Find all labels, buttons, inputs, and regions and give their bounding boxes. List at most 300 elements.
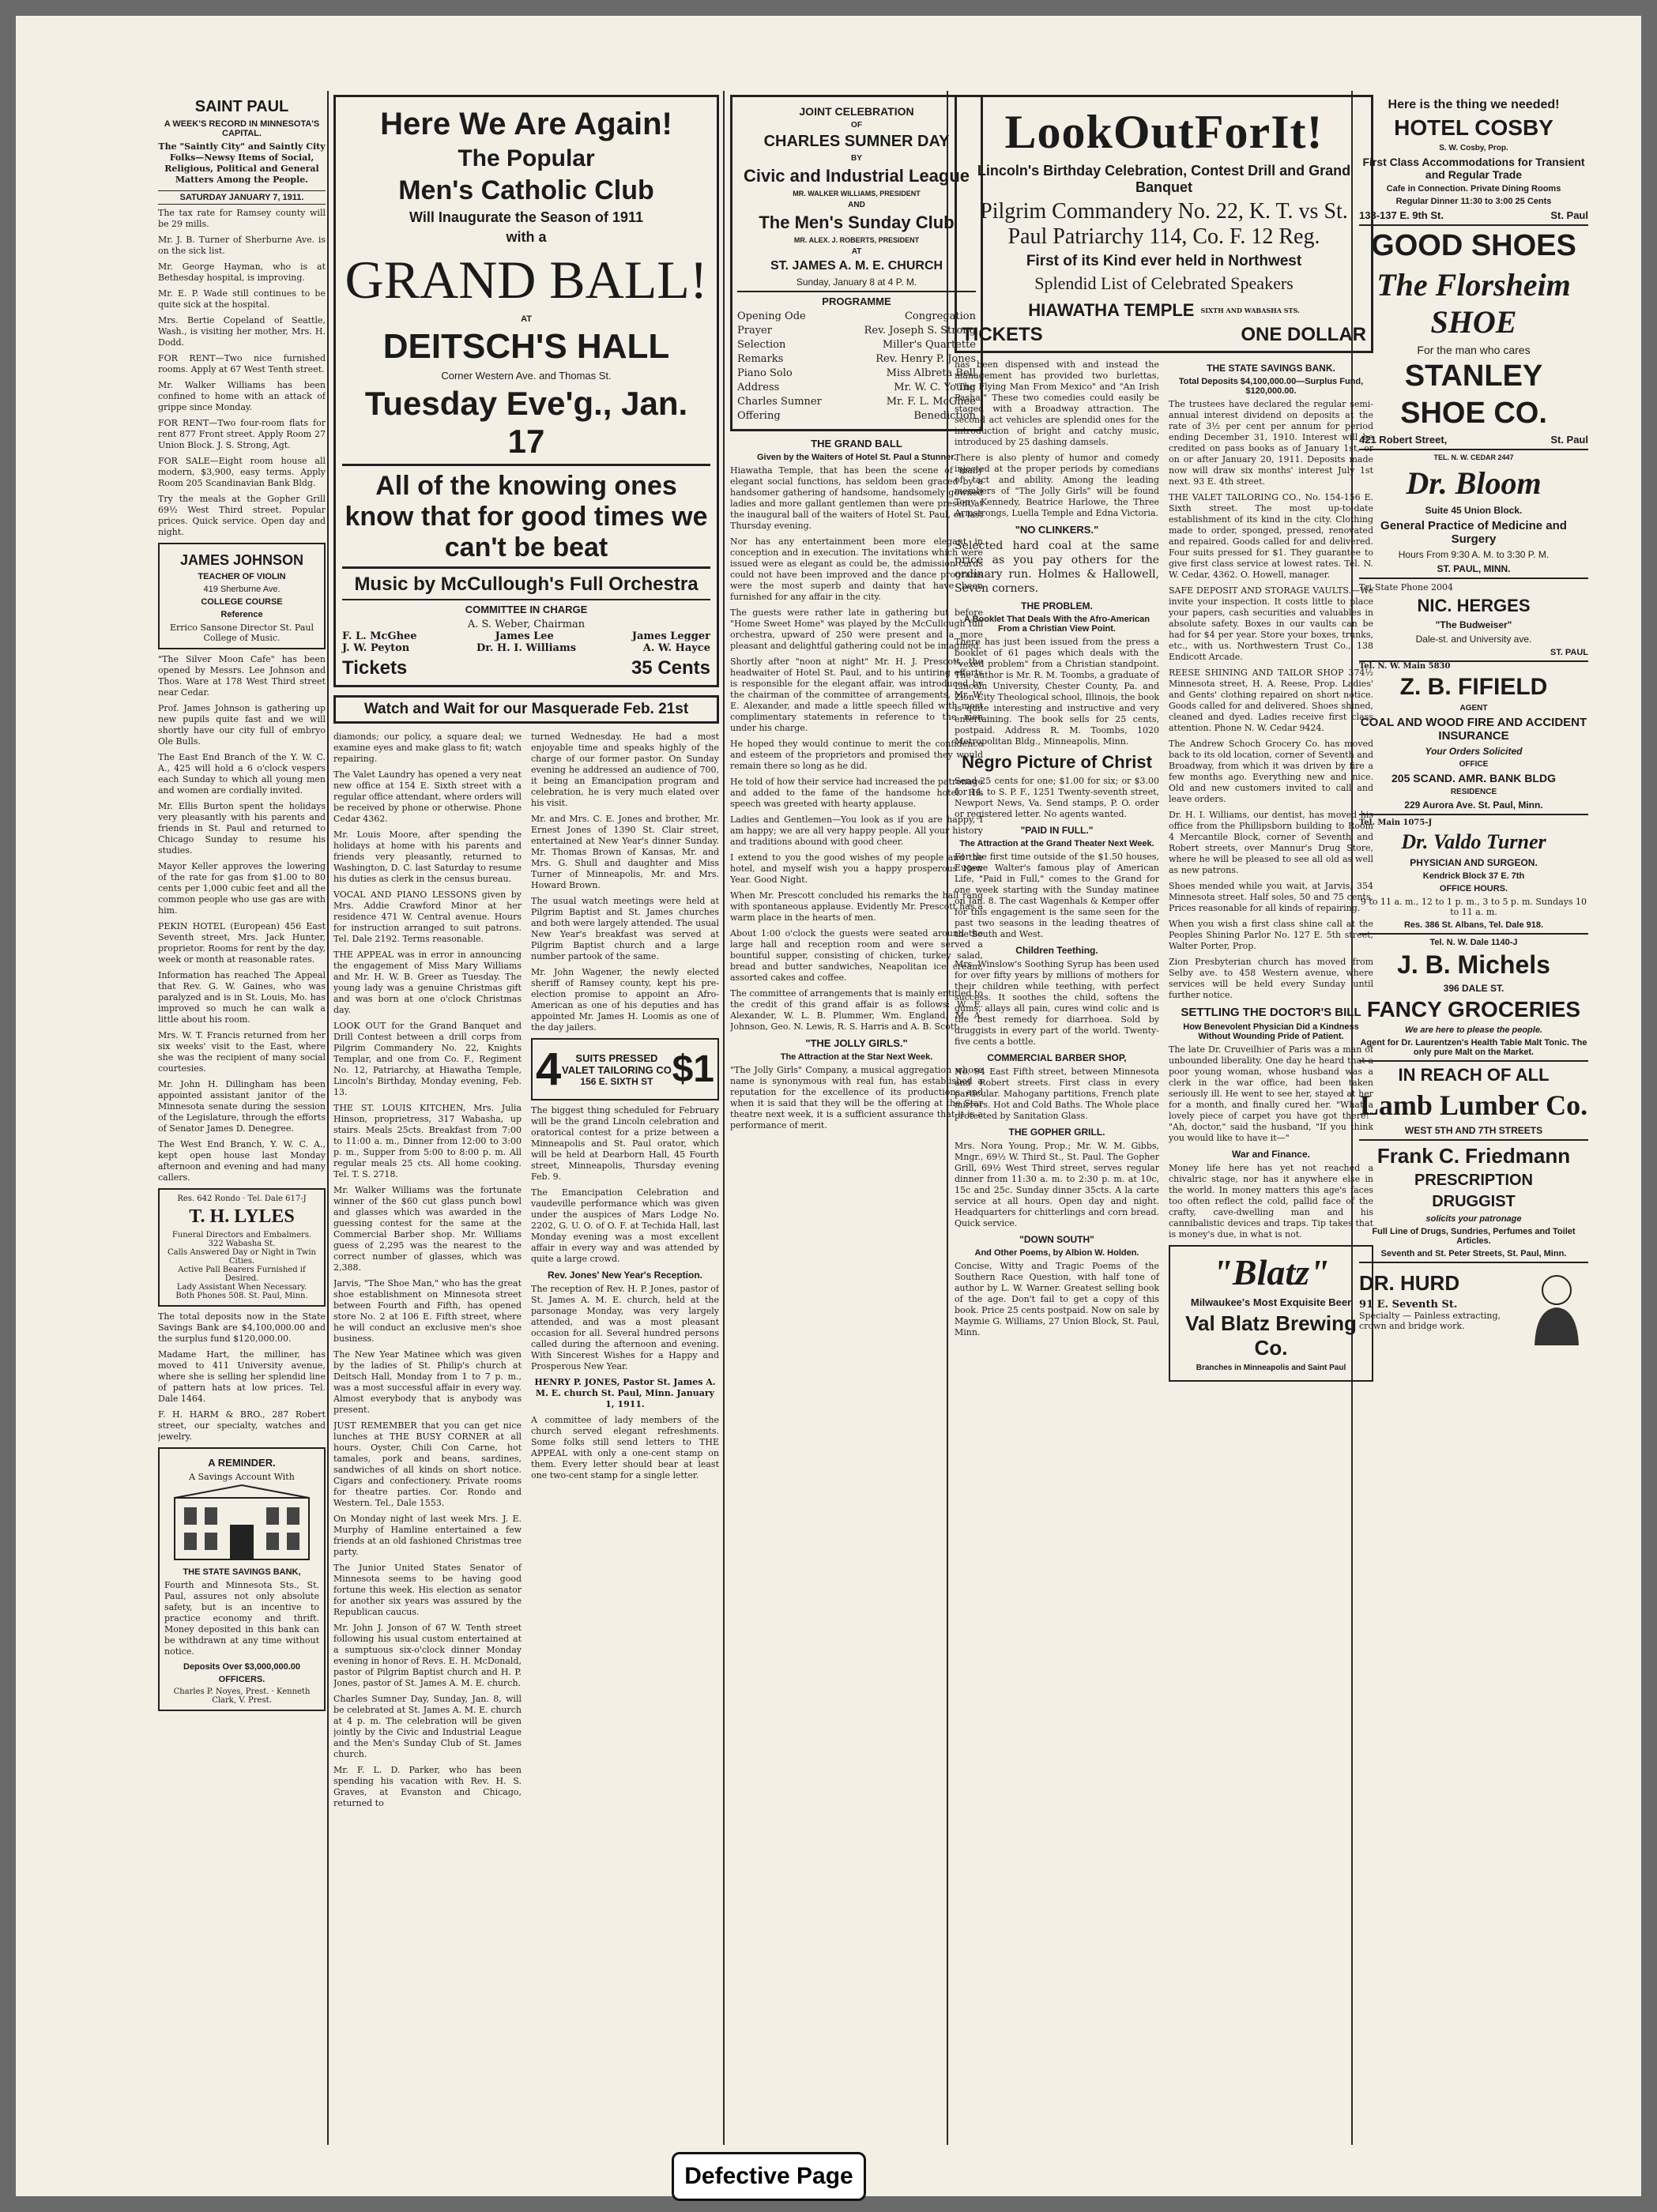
doctor-sub: How Benevolent Physician Did a Kindness Without Wounding Pride of Patient.	[1183, 1022, 1359, 1041]
news-item: REESE SHINING AND TAILOR SHOP 374½ Minnesota street, H. A. Reese, Prop. Ladies' and Gents' clothing repaired on short notice. Goods called for and delivered. Shoes shined, cleaned and dyed. Ladies receive first class attention. Phone N. W. Cedar 9424.	[1169, 668, 1373, 733]
children-head: Children Teething.	[1015, 945, 1098, 956]
bank-name: THE STATE SAVINGS BANK,	[183, 1567, 301, 1577]
undertaker-ad	[158, 1188, 326, 1307]
column-2-right	[531, 732, 719, 1814]
news-item: The usual watch meetings were held at Pilgrim Baptist and St. James churches and both were largely attended. The usual New Year's breakfast was served at Pilgrim Baptist church and a large number partook of the same.	[531, 896, 719, 961]
ad-with: with a	[506, 229, 547, 245]
news-item: F. H. HARM & BRO., 287 Robert street, our specialty, watches and jewelry.	[158, 1409, 326, 1442]
war-head: War and Finance.	[1232, 1149, 1310, 1160]
news-item: THE ST. LOUIS KITCHEN, Mrs. Julia Hinson, proprietress, 317 Wabasha, up stairs. Meals 25cts. Breakfast from 7:00 to 11:00 a. m., Dinner from 12:00 to 3:00 p. m., Supper from 5:00 to 8:00 p. m. All regular meals 25 cts. All home cooking. Tel. T. S. 2718.	[333, 1103, 522, 1179]
ad-at: AT	[851, 247, 862, 256]
column-4-text	[955, 359, 1373, 1386]
bloom-practice: General Practice of Medicine and Surgery	[1380, 519, 1567, 546]
news-item: Zion Presbyterian church has moved from Selby ave. to 458 Western avenue, where services will be held every Sunday until further notice.	[1169, 957, 1373, 1000]
valet-address: 156 E. SIXTH ST	[580, 1075, 653, 1087]
ad-club: The Men's Sunday Club	[759, 213, 955, 232]
bank-ad	[158, 1447, 326, 1711]
news-item: Try the meals at the Gopher Grill 69½ West Third street. Popular prices. Quick service. Open day and night.	[158, 494, 326, 537]
lamb-address: WEST 5TH AND 7TH STREETS	[1359, 1125, 1588, 1141]
undertaker-phones: Res. 642 Rondo · Tel. Dale 617-J	[177, 1194, 307, 1203]
hurd-text: Specialty — Painless extracting, crown and bridge work.	[1359, 1311, 1501, 1331]
blatz-branch: Branches in Minneapolis and Saint Paul	[1196, 1364, 1346, 1372]
fifield-name: Z. B. FIFIELD	[1399, 674, 1548, 700]
news-item: "The Silver Moon Cafe" has been opened by Messrs. Lee Johnson and Thos. Ware at 178 West Third street near Cedar.	[158, 654, 326, 698]
undertaker-line: Both Phones 508. St. Paul, Minn.	[175, 1292, 308, 1300]
news-item: Prof. James Johnson is gathering up new pupils quite fast and we will shortly have our city full of embryo Ole Bulls.	[158, 703, 326, 747]
news-item: VOCAL AND PIANO LESSONS given by Mrs. Addie Crawford Minor at her residence 471 W. Central avenue. Hours for instruction arranged to suit patrons. Tel. Dale 2192. Terms reasonable.	[333, 890, 522, 944]
friedmann-drugs: Full Line of Drugs, Sundries, Perfumes and Toilet Articles.	[1372, 1227, 1576, 1246]
problem-sub: A Booklet That Deals With the Afro-American From a Christian View Point.	[963, 615, 1150, 634]
news-item: The trustees have declared the regular semi-annual interest dividend on deposits at the rate of 3½ per cent per annum for period ending December 31, 1910. Interest will be credited on pass books as of January 1st, or on or after January 20, 1911. Deposits made now will draw six months' interest July 1st next. 93 E. 4th street.	[1169, 399, 1373, 487]
teacher-title: TEACHER OF VIOLIN	[198, 572, 286, 581]
program-row	[737, 396, 976, 408]
lookout-tickets-row	[962, 324, 1366, 346]
lookout-lincoln: Lincoln's Birthday Celebration, Contest Drill and Grand Banquet	[977, 163, 1351, 195]
fifield-coal: COAL AND WOOD FIRE AND ACCIDENT INSURANCE	[1360, 716, 1587, 743]
shoes-head: GOOD SHOES	[1371, 229, 1576, 262]
teacher-ad	[158, 543, 326, 649]
tickets-label: Tickets	[342, 657, 408, 679]
masquerade-notice: Watch and Wait for our Masquerade Feb. 21st	[333, 695, 719, 724]
programme-title: PROGRAMME	[737, 291, 976, 307]
news-item: Mr. Walker Williams was the fortunate winner of the $60 cut glass punch bowl and glasses which was awarded in the guessing contest for the same at the Commercial Barber shop. Mr. Williams guess of 2,295 was the nearest to the correct number of glasses, which was 2,388.	[333, 1185, 522, 1273]
bank-reminder: A REMINDER.	[208, 1457, 276, 1469]
program-performer: Congregation	[904, 310, 976, 322]
florsheim-logo: The Florsheim SHOE	[1376, 267, 1571, 340]
turner-address: Kendrick Block 37 E. 7th	[1422, 871, 1525, 881]
column-2	[333, 95, 719, 2141]
reception-text: The reception of Rev. H. P. Jones, pastor of St. James A. M. E. church, held at the parsonage Monday, was very largely attended, and was a most pleasant occasion for all. Several hundred persons called during the afternoon and evening. With Sincerest Wishes for a Happy and Prosperous New Year.	[531, 1284, 719, 1371]
news-item: diamonds; our policy, a square deal; we examine eyes and make glass to fit; watch repairing.	[333, 732, 522, 764]
bank-sub: A Savings Account With	[189, 1472, 295, 1482]
herges-name: NIC. HERGES	[1417, 596, 1531, 615]
news-item: Mayor Keller approves the lowering of the rate for gas from $1.00 to 80 cents per 1,000 cubic feet and all the common people who use gas are with him.	[158, 861, 326, 916]
valet-count: 4	[536, 1044, 562, 1095]
ad-slogan: All of the knowing ones know that for good times we can't be beat	[342, 464, 710, 563]
newspaper-page	[16, 16, 1641, 2196]
michels-tel: Tel. N. W. Dale 1140-J	[1429, 938, 1518, 947]
doctor-head: SETTLING THE DOCTOR'S BILL	[1181, 1006, 1361, 1019]
gopher-head: THE GOPHER GRILL.	[1008, 1127, 1105, 1138]
column-2-text	[333, 732, 719, 1814]
bank-text: Fourth and Minnesota Sts., St. Paul, assures not only absolute safety, but is an incentive to practice economy and thrift. Money deposited in this bank can be withdrawn at any time without notice.	[164, 1580, 319, 1657]
program-item: Remarks	[737, 353, 784, 365]
lookout-ad	[955, 95, 1373, 353]
paid-text: For the first time outside of the $1.50 houses, Eugene Walter's famous play of American Life, "Paid in Full," comes to the Grand for one week starting with the Sunday matinee on Jan. 8. The cast Wagenhals & Kemper offer for this engagement is the same seen for the past two seasons in the leading theatres of the South and West.	[955, 852, 1159, 939]
ad-sumner: CHARLES SUMNER DAY	[763, 133, 950, 150]
program-item: Prayer	[737, 325, 772, 337]
news-item: Mrs. Bertie Copeland of Seattle, Wash., is visiting her mother, Mrs. H. Dodd.	[158, 315, 326, 348]
turner-name: Dr. Valdo Turner	[1401, 830, 1546, 853]
lookout-first: First of its Kind ever held in Northwest	[1026, 253, 1302, 269]
news-item: A committee of lady members of the church served elegant refreshments. Some folks still send letters to THE APPEAL with only a one-cent stamp on them. Every letter should bear at least one two-cent stamp for a single letter.	[531, 1415, 719, 1480]
news-item: Mr. F. L. D. Parker, who has been spending his vacation with Rev. H. S. Graves, at Evanston and Chicago, returned to	[333, 1765, 522, 1808]
hotel-address: 133-137 E. 9th St.	[1359, 209, 1444, 221]
bloom-hours: Hours From 9:30 A. M. to 3:30 P. M.	[1398, 549, 1550, 560]
ad-league-pres: MR. WALKER WILLIAMS, PRESIDENT	[793, 190, 921, 198]
news-item: Ladies and Gentlemen—You look as if you are happy, I am happy; we are all very happy people. All your history and traditions abound with good cheer.	[730, 814, 983, 847]
hotel-dinner: Regular Dinner 11:30 to 3:00 25 Cents	[1395, 197, 1552, 206]
news-item: On Monday night of last week Mrs. J. E. Murphy of Hamline entertained a few friends at an old fashioned Christmas tree party.	[333, 1514, 522, 1557]
stanley-name: STANLEY	[1404, 359, 1543, 393]
ball-head: THE GRAND BALL	[811, 438, 902, 450]
program-item: Piano Solo	[737, 367, 793, 379]
ad-club: Men's Catholic Club	[398, 175, 654, 205]
ad-joint: JOINT CELEBRATION	[799, 105, 914, 118]
news-item: turned Wednesday. He had a most enjoyable time and speaks highly of the charge of our former pastor. On Sunday evening he addressed an audience of 700, it being an Emancipation program and celebration, he is very much elated over his visit.	[531, 732, 719, 808]
ad-popular: The Popular	[458, 145, 595, 171]
news-item: There is also plenty of humor and comedy injected at the proper periods by comedians of tact and ability. Among the leading members of "The Jolly Girls" will be found Tony Kennedy, Beatrice Harlowe, the Three Armstrongs, Luella Temple and Edna Victoria.	[955, 453, 1159, 518]
hurd-address: 91 E. Seventh St.	[1359, 1299, 1458, 1311]
committee-member: J. W. Peyton	[342, 642, 410, 654]
program-performer: Benediction	[913, 410, 976, 422]
news-item: The West End Branch, Y. W. C. A., kept open house last Monday afternoon and evening and had many callers.	[158, 1139, 326, 1183]
program-performer: Miller's Quartette	[882, 339, 976, 351]
ad-league: Civic and Industrial League	[743, 166, 970, 186]
program-row	[737, 310, 976, 322]
news-item: FOR SALE—Eight room house all modern, $3,900, easy terms. Apply Room 205 Scandinavian Bank Bldg.	[158, 456, 326, 488]
program-item: Offering	[737, 410, 781, 422]
hotel-city: St. Paul	[1550, 209, 1588, 221]
news-item: When Mr. Prescott concluded his remarks the hall rang with spontaneous applause. Evidently Mr. Prescott has a warm place in the hearts of men.	[730, 890, 983, 923]
fifield-address: 205 SCAND. AMR. BANK BLDG	[1392, 772, 1556, 784]
tickets-price: 35 Cents	[631, 657, 710, 679]
valet-text	[561, 1052, 672, 1087]
reference-label: Reference	[220, 610, 263, 619]
program-performer: Mr. W. C. Young	[894, 382, 976, 393]
news-item: Mr. Louis Moore, after spending the holidays at home with his parents and friends very pleasantly, returned to Washington, D. C. last Saturday to resume his duties as clerk in the census bureau.	[333, 830, 522, 884]
clinkers-text: Selected hard coal at the same price as you pay others for the ordinary run. Holmes & Hallowell, Seven corners.	[955, 540, 1159, 595]
michels-address: 396 DALE ST.	[1443, 983, 1504, 994]
news-item: Charles Sumner Day, Sunday, Jan. 8, will be celebrated at St. James A. M. E. church at 4 p. m. The celebration will be given jointly by the Civic and Industrial League and the Men's Sunday Club of St. James church.	[333, 1694, 522, 1759]
program-row	[737, 410, 976, 422]
down-sub: And Other Poems, by Albion W. Holden.	[974, 1248, 1139, 1258]
news-item: Shoes mended while you wait, at Jarvis, 354 Minnesota street. Half soles, 50 and 75 cents. Prices reasonable for all kinds of repairing.	[1169, 881, 1373, 913]
news-item: The tax rate for Ramsey county will be 29 mills.	[158, 208, 326, 229]
bloom-name: Dr. Bloom	[1406, 465, 1542, 501]
blatz-sub: Milwaukee's Most Exquisite Beer	[1190, 1296, 1352, 1308]
program-row	[737, 325, 976, 337]
stanley-address: 421 Robert Street,	[1359, 434, 1448, 446]
news-item: FOR RENT—Two nice furnished rooms. Apply at 67 West Tenth street.	[158, 353, 326, 374]
news-item: The Junior United States Senator of Minnesota seems to be having good fortune this week. His election as senator for another six years was assured by the Republican caucus.	[333, 1563, 522, 1617]
hotel-cafe: Cafe in Connection. Private Dining Rooms	[1386, 184, 1561, 194]
herges-sub: "The Budweiser"	[1435, 619, 1512, 630]
program-item: Charles Sumner	[737, 396, 822, 408]
ad-of: OF	[851, 121, 862, 130]
jolly-sub: The Attraction at the Star Next Week.	[780, 1052, 933, 1062]
florsheim-sub: For the man who cares	[1417, 344, 1531, 356]
program-row	[737, 367, 976, 379]
committee-member: James Lee	[495, 630, 554, 642]
committee-chairman: A. S. Weber, Chairman	[467, 619, 586, 630]
news-item: Mr. John H. Dillingham has been appointed assistant janitor of the Minnesota senate during the session of the Legislature, through the efforts of Senator James D. Denegree.	[158, 1079, 326, 1134]
news-item: About 1:00 o'clock the guests were seated around the large hall and reception room and were served a bountiful supper, consisting of chicken, turkey salad, bread and butter sandwiches, Neapolitan ice cream, assorted cakes and coffee.	[730, 928, 983, 983]
fifield-tel: Tel. N. W. Main 5830	[1359, 662, 1451, 671]
fifield-res: RESIDENCE	[1450, 788, 1497, 796]
blatz-ad	[1169, 1245, 1373, 1382]
news-item: THE APPEAL was in error in announcing the engagement of Miss Mary Williams and Mr. H. W. B. Greer as Tuesday. The young lady was a genuine Christmas gift and was born at one o'clock Christmas day.	[333, 950, 522, 1015]
bank-officers: OFFICERS.	[218, 1675, 265, 1684]
ad-headline: Here We Are Again!	[380, 107, 672, 141]
news-item: The East End Branch of the Y. W. C. A., 425 will hold a 6 o'clock vespers each Sunday to which all young men and women are cordially invited.	[158, 752, 326, 796]
teacher-address: 419 Sherburne Ave.	[203, 585, 281, 594]
news-item: FOR RENT—Two four-room flats for rent 877 Front street. Apply Room 27 Union Block. J. S. Strong, Agt.	[158, 418, 326, 450]
program-item: Selection	[737, 339, 786, 351]
undertaker-name: T. H. LYLES	[189, 1206, 295, 1227]
jolly-text: "The Jolly Girls" Company, a musical aggregation whose name is synonymous with real fun, has established a reputation for the excellence of its productions and when it is said that they will be the offering at the Star theatre next week, it is a sufficient assurance that it is a performance of merit.	[730, 1065, 983, 1130]
reception-head: Rev. Jones' New Year's Reception.	[547, 1270, 702, 1281]
blatz-logo: "Blatz"	[1212, 1252, 1330, 1292]
barber-head: COMMERCIAL BARBER SHOP,	[987, 1052, 1127, 1063]
news-item: Mr. Ellis Burton spent the holidays very pleasantly with his parents and friends in St. Paul and returned to Chicago Sunday to resume his studies.	[158, 801, 326, 856]
undertaker-line: Funeral Directors and Embalmers.	[171, 1231, 312, 1240]
news-item: The committee of arrangements that is mainly entitled to the credit of this grand affair is as follows: W. E. Alexander, W. L. B. Plummer, Wm. England, M. A. Johnson, Geo. N. Lewis, R. S. Harris and A. B. Scott.	[730, 988, 983, 1032]
ad-date: Tuesday Eve'g., Jan. 17	[364, 385, 688, 460]
michels-name: J. B. Michels	[1397, 950, 1550, 979]
news-item: He told of how their service had increased the patronage and added to the fame of the handsome hotel. His speech was greeted with hearty applause.	[730, 777, 983, 809]
turner-res: Res. 386 St. Albans, Tel. Dale 918.	[1359, 920, 1588, 935]
undertaker-line: Active Pall Bearers Furnished if Desired.	[178, 1266, 306, 1283]
friedmann-solicits: solicits your patronage	[1425, 1214, 1522, 1224]
ad-grand-ball: GRAND BALL!	[345, 250, 708, 310]
ad-church: ST. JAMES A. M. E. CHURCH	[770, 259, 943, 273]
herges-city: ST. PAUL	[1359, 648, 1588, 662]
news-item: Mr. George Hayman, who is at Bethesday hospital, is improving.	[158, 261, 326, 283]
lookout-speakers: Splendid List of Celebrated Speakers	[1034, 273, 1294, 293]
fifield-res-address: 229 Aurora Ave. St. Paul, Minn.	[1359, 799, 1588, 815]
friedmann-address: Seventh and St. Peter Streets, St. Paul, Minn.	[1359, 1249, 1588, 1263]
lookout-tickets: TICKETS	[962, 324, 1043, 345]
bank-officer-names: Charles P. Noyes, Prest. · Kenneth Clark, V. Prest.	[173, 1687, 311, 1705]
news-item: The biggest thing scheduled for February will be the grand Lincoln celebration and oratorical contest for a prize between a Minneapolis and St. Paul orator, which will be held at Dearborn Hall, 45 Fourth street, Minneapolis, Thursday evening Feb. 9.	[531, 1105, 719, 1182]
turner-hours-text: 9 to 11 a. m., 12 to 1 p. m., 3 to 5 p. m. Sundays 10 to 11 a. m.	[1360, 897, 1587, 917]
bloom-tel: TEL. N. W. CEDAR 2447	[1433, 453, 1514, 461]
tickets-row	[342, 657, 710, 679]
news-item: Nor has any entertainment been more elegant in conception and in execution. The invitations which were issued were as elegant as could be, the admission cards could not have been improved and the dance programs were the most superb and dainty that have been furnished for any affair in the city.	[730, 536, 983, 602]
war-text: Money life here has yet not reached a chivalric stage, nor has it anywhere else in the world. In money matters this age's faces too often reflect the cold, pallid face of the crafty, cave-dwelling man and his cannibalistic devices and traps. Tip takes that is money's due, in what is not.	[1169, 1163, 1373, 1240]
program-row	[737, 353, 976, 365]
fifield-agent: AGENT	[1459, 704, 1488, 713]
news-item: The Emancipation Celebration and vaudeville performance which was given under the auspices of Mars Lodge No. 2202, G. U. O. of O. F. at Techida Hall, last Monday evening was a most excellent affair in every way and was attended by quite a large crowd.	[531, 1187, 719, 1264]
column-3	[730, 95, 983, 2141]
news-item: Jarvis, "The Shoe Man," who has the great shoe establishment on Minnesota street between Fourth and Fifth, has opened store No. 2 at 106 E. Fifth street, where he will conduct an exclusive men's shoe business.	[333, 1278, 522, 1344]
undertaker-line: Lady Assistant When Necessary.	[176, 1283, 307, 1292]
defective-page-stamp: Defective Page	[672, 2152, 866, 2201]
ad-hall: DEITSCH'S HALL	[382, 327, 670, 366]
ad-by: BY	[851, 154, 862, 163]
news-item: The Valet Laundry has opened a very neat new office at 154 E. Sixth street with a regular office attendant, where orders will be received by phone or otherwise. Phone Cedar 4362.	[333, 769, 522, 824]
reach-head: IN REACH OF ALL	[1398, 1065, 1550, 1085]
valet-line: VALET TAILORING CO	[561, 1063, 672, 1076]
program-performer: Rev. Henry P. Jones	[876, 353, 976, 365]
turner-sub: PHYSICIAN AND SURGEON.	[1410, 857, 1538, 868]
bank-deposits: Deposits Over $3,000,000.00	[183, 1662, 300, 1672]
news-item: Hiawatha Temple, that has been the scene of many elegant social functions, has seldom been graced by a handsomer gathering of handsome, handsomely gowned ladies and more gallant gentlemen than were present at the inaugural ball of the waiters of Hotel St. Paul, on last Thursday evening.	[730, 465, 983, 531]
reference: Errico Sansone Director St. Paul College of Music.	[170, 623, 314, 643]
news-item: PEKIN HOTEL (European) 456 East Seventh street, Mrs. Jack Hunter, proprietor. Rooms for rent by the day, week or month at reasonable rates.	[158, 921, 326, 965]
committee-member: F. L. McGhee	[342, 630, 417, 642]
program-performer: Rev. Joseph S. Strong	[864, 325, 976, 337]
ball-sub: Given by the Waiters of Hotel St. Paul a Stunner.	[756, 453, 957, 462]
doctor-text: The late Dr. Cruveilhier of Paris was a man of unbounded liberality. One day he heard that a poor young woman, whose husband was a clerk in the war office, had been taken seriously ill. He went to see her, stayed at her for a month, and finally cured her. "What a lovely piece of carpet you have got there!" "Ah, doctor," said the husband, "If you think you would like to have it—"	[1169, 1044, 1373, 1143]
lookout-headline: LookOutForIt!	[1004, 106, 1324, 158]
hurd-text-block	[1359, 1268, 1525, 1331]
valet-line: SUITS PRESSED	[575, 1051, 658, 1064]
lamb-name: Lamb Lumber Co.	[1359, 1089, 1588, 1121]
ad-inaugurate: Will Inaugurate the Season of 1911	[409, 209, 643, 225]
paid-sub: The Attraction at the Grand Theater Next Week.	[959, 839, 1154, 848]
gopher-text: Mrs. Nora Young, Prop.; Mr. W. M. Gibbs, Mngr., 69½ W. Third St., St. Paul. The Gopher Grill, 69½ West Third street, serves regular dinner from 11:30 a. m. to 2:30 p. m. at 10c, 15c and 25c. Sunday dinner 35cts. A la carte service at all hours. Open day and night. Headquarters for chitterlings and corn bread. Quick service.	[955, 1141, 1159, 1228]
down-head: "DOWN SOUTH"	[1019, 1234, 1094, 1245]
news-item: The guests were rather late in gathering but before "Home Sweet Home" was played by the McCullough full orchestra, upward of 250 were present and a more pleasant and delightful gathering could not be imagined.	[730, 608, 983, 651]
hotel-text: First Class Accommodations for Transient and Regular Trade	[1362, 156, 1585, 181]
bank-building-illustration	[167, 1482, 317, 1561]
hotel-corner: S. W. Cosby, Prop.	[1439, 144, 1508, 152]
stanley-city: St. Paul	[1550, 434, 1588, 446]
committee-member: A. W. Hayce	[642, 642, 710, 654]
news-item: The New Year Matinee which was given by the ladies of St. Philip's church at Deitsch Hall, Monday from 1 to 7 p. m., was a most successful affair in every way. Almost everybody that is anybody was present.	[333, 1349, 522, 1415]
news-item: SAFE DEPOSIT AND STORAGE VAULTS.—We invite your inspection. It costs little to place your papers, cash securities and valuables in absolute safety. Boxes in our vaults can be had for $4 per year. Store your boxes, trunks, etc., with us. Northwestern Trust Co., 138 Endicott Arcade.	[1169, 585, 1373, 662]
herges-phone: Tri-State Phone 2004	[1359, 582, 1453, 592]
column-4-left	[955, 359, 1159, 1386]
undertaker-line: Calls Answered Day or Night in Twin Cities.	[168, 1248, 316, 1266]
program-row	[737, 339, 976, 351]
ad-and: AND	[848, 201, 865, 209]
clinkers-head: "NO CLINKERS."	[1015, 524, 1099, 536]
savings-head: THE STATE SAVINGS BANK.	[1207, 363, 1335, 374]
news-item: THE VALET TAILORING CO., No. 154-156 E. Sixth street. The most up-to-date establishment of its kind in the city. Clothing made to order, sponged, pressed, renovated and repaired. Goods called for and delivered. Four suits pressed for $1. They guarantee to give first class service at lowest rates. Tel. N. W. Cedar, 4362. O. Howell, manager.	[1169, 492, 1373, 580]
dentist-portrait-illustration	[1525, 1268, 1588, 1347]
hurd-ad	[1359, 1268, 1588, 1347]
lookout-pilgrim: Pilgrim Commandery No. 22, K. T. vs St. Paul Patriarchy 114, Co. F. 12 Reg.	[980, 199, 1348, 249]
news-item: JUST REMEMBER that you can get nice lunches at THE BUSY CORNER at all hours. Oyster, Chili Con Carne, hot tamales, pork and beans, sardines, sandwiches of all kinds on short notice. Cigars and confectionery. Private rooms for theatre parties. Cor. Rondo and Western. Tel., Dale 1553.	[333, 1420, 522, 1508]
news-item: When you wish a first class shine call at the Peoples Shining Parlor No. 127 E. 5th street, Walter Porter, Prop.	[1169, 919, 1373, 951]
program-item: Opening Ode	[737, 310, 806, 322]
column-4-right	[1169, 359, 1373, 1386]
hurd-name: DR. HURD	[1359, 1271, 1460, 1295]
ad-at: AT	[521, 314, 532, 324]
teacher-course: COLLEGE COURSE	[201, 597, 283, 607]
hotel-name: HOTEL COSBY	[1394, 115, 1553, 140]
program-performer: Mr. F. L. McGhee	[886, 396, 976, 408]
news-item: LOOK OUT for the Grand Banquet and Drill Contest between a drill corps from Pilgrim Commandery No. 22, Knights Templar, and one from Co. F., Regiment No. 12, Patriarchy, at Hiawatha Temple, Lincoln's Birthday, Monday evening, Feb. 13.	[333, 1021, 522, 1097]
column-rule	[327, 91, 329, 2145]
ad-music: Music by McCullough's Full Orchestra	[342, 566, 710, 596]
committee-member: Dr. H. I. Williams	[476, 642, 577, 654]
druggist: DRUGGIST	[1432, 1193, 1516, 1210]
turner-tel: Tel. Main 1075-J	[1359, 818, 1433, 827]
signature: HENRY P. JONES, Pastor St. James A. M. E. church St. Paul, Minn. January 1, 1911.	[534, 1377, 716, 1409]
news-item: Information has reached The Appeal that Rev. G. W. Gaines, who was paralyzed and is in St. Louis, Mo. has improved so much he can walk a little about his room.	[158, 970, 326, 1025]
column-1	[158, 95, 326, 2141]
down-text: Concise, Witty and Tragic Poems of the Southern Race Question, with half tone of author by L. W. Warner. Greatest selling book of the age. Don't fail to get a copy of this book. Price 25 cents postpaid. Now on sale by Maymie G. Williams, 27 Union Block, St. Paul, Minn.	[955, 1261, 1159, 1337]
grand-ball-ad	[333, 95, 719, 687]
column-4	[955, 95, 1373, 2141]
masthead: SAINT PAUL	[194, 98, 289, 115]
fancy-sub: We are here to please the people.	[1404, 1025, 1543, 1035]
news-item: I extend to you the good wishes of my people and the hotel, and myself wish you a happy prosperous New Year. Good Night.	[730, 852, 983, 885]
here-headline: Here is the thing we needed!	[1388, 98, 1560, 111]
program-item: Address	[737, 382, 780, 393]
subhead: A WEEK'S RECORD IN MINNESOTA'S CAPITAL.	[164, 119, 320, 138]
valet-ad	[531, 1038, 719, 1100]
news-item: Mr. John Wagener, the newly elected sheriff of Ramsey county, kept his pre-election promise to appoint an Afro-American as one of his deputies and has appointed Mr. James H. Loomis as one of the day jailers.	[531, 967, 719, 1033]
blatz-co: Val Blatz Brewing Co.	[1185, 1311, 1357, 1360]
bloom-city: ST. PAUL, MINN.	[1359, 563, 1588, 579]
fancy-agent: Agent for Dr. Laurentzen's Health Table Malt Tonic. The only pure Malt on the Market.	[1359, 1038, 1588, 1062]
bloom-suite: Suite 45 Union Block.	[1425, 505, 1523, 516]
program-performer: Miss Albreta Bell	[886, 367, 976, 379]
news-item: Madame Hart, the milliner, has moved to 411 University avenue, where she is selling her splendid line of pattern hats at low prices. Tel. Dale 1464.	[158, 1349, 326, 1404]
fifield-orders: Your Orders Solicited	[1425, 746, 1523, 757]
hotel-address-row	[1359, 209, 1588, 226]
fifield-office: OFFICE	[1459, 760, 1489, 769]
lookout-temple-row	[962, 297, 1366, 324]
column-5	[1359, 95, 1588, 2141]
committee-title: COMMITTEE IN CHARGE	[342, 599, 710, 615]
stanley-name-2: SHOE CO.	[1400, 397, 1547, 430]
news-item: The Andrew Schoch Grocery Co. has moved back to its old location, corner of Seventh and Broadway, from which it was driven by fire a few months ago. Everything new and nice. Old and new customers invited to call and leave orders.	[1169, 739, 1373, 804]
ad-when: Sunday, January 8 at 4 P. M.	[796, 276, 917, 288]
negro-head: Negro Picture of Christ	[962, 752, 1152, 772]
news-item: Mrs. W. T. Francis returned from her six weeks' visit to the East, where she was the recipient of many social courtesies.	[158, 1030, 326, 1074]
turner-hours: OFFICE HOURS.	[1439, 884, 1508, 893]
intro: The "Saintly City" and Saintly City Folks—Newsy Items of Social, Religious, Political and General Matters Among the People.	[158, 141, 326, 185]
news-item: Mr. and Mrs. C. E. Jones and brother, Mr. Ernest Jones of 1390 St. Clair street, entertained at New Year's dinner Sunday. Mr. Thomas Brown of Kansas, Mr. and Mrs. G. Shull and daughter and Miss Turner of Minneapolis, Mr. and Mrs. Howard Brown.	[531, 814, 719, 890]
committee-member: James Legger	[631, 630, 710, 642]
barber-text: No. 94 East Fifth street, between Minnesota and Robert streets. First class in every particular. Mahogany partitions, French plate mirrors. Hot and Cold Baths. The Whole place protected by Sanitation Glass.	[955, 1066, 1159, 1121]
ad-corner: Corner Western Ave. and Thomas St.	[441, 370, 612, 382]
news-item: Dr. H. I. Williams, our dentist, has moved his office from the Phillipsborn building to Room 4 Mercantile Block, corner of Seventh and Robert streets, over Mannur's Drug Store, where he will be pleased to see all old as well as new patrons.	[1169, 810, 1373, 875]
undertaker-line: 322 Wabasha St.	[208, 1240, 276, 1248]
friedmann-name: Frank C. Friedmann	[1376, 1144, 1571, 1168]
lookout-temple-addr: SIXTH AND WABASHA STS.	[1200, 307, 1300, 314]
savings-sub: Total Deposits $4,100,000.00—Surplus Fund, $120,000.00.	[1178, 377, 1364, 396]
dateline: SATURDAY JANUARY 7, 1911.	[158, 190, 326, 205]
committee-row	[342, 642, 710, 654]
jolly-head: "THE JOLLY GIRLS."	[805, 1037, 908, 1049]
committee-row	[342, 630, 710, 642]
fancy-groceries: FANCY GROCERIES	[1366, 997, 1581, 1021]
news-item: Mr. John J. Jonson of 67 W. Tenth street following his usual custom entertained at a sumptuous six-o'clock dinner Monday evening in honor of Revs. E. H. McDonald, pastor of Pilgrim Baptist church and H. P. Jones, pastor of St. James A. M. E. church.	[333, 1623, 522, 1688]
column-rule	[723, 91, 725, 2145]
news-item: The total deposits now in the State Savings Bank are $4,100,000.00 and the surplus fund $120,000.00.	[158, 1311, 326, 1344]
ad-club-pres: MR. ALEX. J. ROBERTS, PRESIDENT	[793, 236, 920, 244]
lookout-price: ONE DOLLAR	[1241, 324, 1366, 345]
sumner-day-ad	[730, 95, 983, 431]
lookout-temple: HIAWATHA TEMPLE	[1028, 300, 1195, 320]
problem-text: There has just been issued from the press a booklet of 61 pages which deals with the "vexed problem" from a Christian standpoint. The author is Mr. R. M. Toombs, a graduate of Lincoln University, Chester County, Pa. and Zion City Theological school, Illinois, the book is quite interesting and instructive and very entertaining. The book sells for 25 cents, postpaid. Address R. M. Toombs, 1020 Metropolitan Bldg., Minneapolis, Minn.	[955, 637, 1159, 747]
negro-text: Send 25 cents for one; $1.00 for six; or $3.00 for 14, to S. P. F., 1251 Twenty-seventh street, Newport News, Va. Send stamps, P. O. order or registered letter. No agents wanted.	[955, 776, 1159, 819]
news-item: Mr. E. P. Wade still continues to be quite sick at the hospital.	[158, 288, 326, 310]
news-item: Mr. Walker Williams has been confined to home with an attack of grippe since Monday.	[158, 380, 326, 412]
program-row	[737, 382, 976, 393]
herges-address: Dale-st. and University ave.	[1415, 634, 1532, 645]
children-text: Mrs. Winslow's Soothing Syrup has been used for over fifty years by millions of mothers for their children while teething, with perfect success. It soothes the child, softens the gums, allays all pain, cures wind colic and is the best remedy for diarrhoea. Sold by druggists in every part of the world. Twenty-five cents a bottle.	[955, 959, 1159, 1047]
prescription: PRESCRIPTION	[1414, 1172, 1534, 1189]
problem-head: THE PROBLEM.	[1021, 600, 1093, 611]
news-item: He hoped they would continue to merit the confidence and esteem of the proprietors and promised they would remain there so long as he did.	[730, 739, 983, 771]
news-item: Mr. J. B. Turner of Sherburne Ave. is on the sick list.	[158, 235, 326, 256]
valet-price: $1	[672, 1048, 714, 1090]
stanley-address-row	[1359, 434, 1588, 450]
column-2-left	[333, 732, 522, 1814]
paid-head: "PAID IN FULL."	[1020, 825, 1094, 836]
news-item: has been dispensed with and instead the management has provided two burlettas, "The Flying Man From Mexico" and "An Irish Pasha." These two comedies could easily be staged with a Broadway attraction. The second act vehicles are splendid ones for the introduction of bright and catchy music, introduced by 25 dashing damsels.	[955, 359, 1159, 447]
news-item: Shortly after "noon at night" Mr. H. J. Prescott, the headwaiter of Hotel St. Paul, and to his untiring efforts is responsible for the elegant affair, was introduced by the chairman of the committee of arrangements, Mr. W. E. Alexander, and made a little speech filled with most complimentary statements in reference to the men under his charge.	[730, 656, 983, 733]
teacher-name: JAMES JOHNSON	[179, 552, 304, 568]
